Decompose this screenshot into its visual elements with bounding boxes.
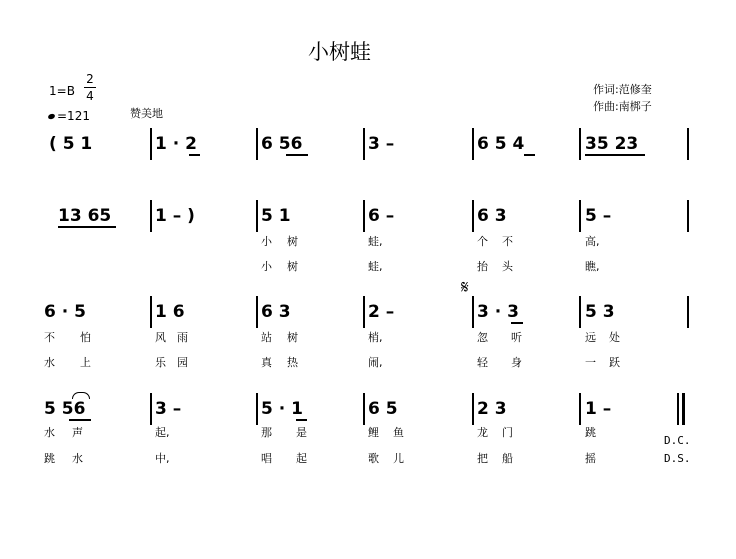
measure-3-1: 6 · 5 bbox=[44, 302, 86, 322]
dal-segno-marking: D.S. bbox=[664, 452, 691, 465]
lyric: 怕 bbox=[80, 331, 91, 344]
barline bbox=[363, 200, 365, 232]
lyric: 那 bbox=[261, 426, 272, 439]
lyric: 远 bbox=[585, 331, 596, 344]
measure-4-5: 2 3 bbox=[477, 399, 507, 419]
da-capo-marking: D.C. bbox=[664, 434, 691, 447]
measure-3-4: 2 – bbox=[368, 302, 395, 322]
lyric: 船 bbox=[502, 452, 513, 465]
measure-2-6: 5 – bbox=[585, 206, 612, 226]
barline bbox=[472, 296, 474, 328]
measure-3-2: 1 6 bbox=[155, 302, 185, 322]
measure-4-6: 1 – bbox=[585, 399, 612, 419]
lyric: 风 bbox=[155, 331, 166, 344]
lyric: 乐 bbox=[155, 356, 166, 369]
underline bbox=[511, 322, 523, 324]
lyric: 梢, bbox=[368, 331, 383, 344]
lyric: 把 bbox=[477, 452, 488, 465]
underline bbox=[69, 419, 91, 421]
lyric: 摇 bbox=[585, 452, 596, 465]
measure-4-3: 5 · 1 bbox=[261, 399, 303, 419]
lyric: 门 bbox=[502, 426, 513, 439]
lyric: 树 bbox=[287, 235, 298, 248]
lyric: 高, bbox=[585, 235, 600, 248]
measure-1-5: 6 5 4 bbox=[477, 134, 525, 154]
barline bbox=[579, 393, 581, 425]
lyric: 龙 bbox=[477, 426, 488, 439]
lyric: 小 bbox=[261, 260, 272, 273]
barline bbox=[150, 128, 152, 160]
lyric: 树 bbox=[287, 331, 298, 344]
lyricist-credit: 作词:范修奎 bbox=[593, 83, 652, 96]
time-signature-line bbox=[84, 87, 96, 88]
lyric: 身 bbox=[511, 356, 522, 369]
time-signature-bottom: 4 bbox=[86, 89, 94, 103]
measure-4-2: 3 – bbox=[155, 399, 182, 419]
lyric: 一 bbox=[585, 356, 596, 369]
lyric: 蛙, bbox=[368, 260, 383, 273]
barline bbox=[687, 128, 689, 160]
segno-icon: 𝄋 bbox=[461, 277, 469, 298]
measure-1-3: 6 56 bbox=[261, 134, 303, 154]
key-signature: 1=B bbox=[49, 84, 75, 98]
barline bbox=[256, 128, 258, 160]
lyric: 瞧, bbox=[585, 260, 600, 273]
measure-2-4: 6 – bbox=[368, 206, 395, 226]
measure-1-1: ( 5 1 bbox=[49, 134, 93, 154]
underline bbox=[189, 154, 200, 156]
underline bbox=[296, 419, 307, 421]
underline bbox=[524, 154, 535, 156]
lyric: 鲤 bbox=[368, 426, 379, 439]
barline bbox=[256, 200, 258, 232]
measure-3-3: 6 3 bbox=[261, 302, 291, 322]
expression-marking: 赞美地 bbox=[130, 107, 163, 120]
barline bbox=[150, 296, 152, 328]
barline bbox=[363, 393, 365, 425]
lyric: 水 bbox=[44, 426, 55, 439]
lyric: 个 bbox=[477, 235, 488, 248]
barline bbox=[687, 296, 689, 328]
lyric: 园 bbox=[177, 356, 188, 369]
lyric: 处 bbox=[609, 331, 620, 344]
lyric: 声 bbox=[72, 426, 83, 439]
measure-3-6: 5 3 bbox=[585, 302, 615, 322]
final-barline-thick bbox=[682, 393, 685, 425]
measure-3-5: 3 · 3 bbox=[477, 302, 519, 322]
barline bbox=[472, 128, 474, 160]
lyric: 起 bbox=[296, 452, 307, 465]
lyric: 蛙, bbox=[368, 235, 383, 248]
tempo-marking: =121 bbox=[57, 109, 90, 123]
lyric: 跳 bbox=[585, 426, 596, 439]
lyric: 唱 bbox=[261, 452, 272, 465]
underline bbox=[585, 154, 645, 156]
lyric: 跃 bbox=[609, 356, 620, 369]
lyric: 雨 bbox=[177, 331, 188, 344]
lyric: 热 bbox=[287, 356, 298, 369]
quarter-note-icon bbox=[47, 113, 55, 120]
lyric: 忽 bbox=[477, 331, 488, 344]
underline bbox=[286, 154, 308, 156]
slur bbox=[72, 392, 90, 399]
underline bbox=[58, 226, 116, 228]
measure-2-5: 6 3 bbox=[477, 206, 507, 226]
song-title: 小树蛙 bbox=[308, 40, 371, 64]
measure-2-2: 1 – ) bbox=[155, 206, 195, 226]
lyric: 轻 bbox=[477, 356, 488, 369]
time-signature-top: 2 bbox=[86, 72, 94, 86]
barline bbox=[150, 200, 152, 232]
lyric: 抬 bbox=[477, 260, 488, 273]
composer-credit: 作曲:南梆子 bbox=[593, 100, 652, 113]
barline bbox=[687, 200, 689, 232]
measure-2-3: 5 1 bbox=[261, 206, 291, 226]
lyric: 起, bbox=[155, 426, 170, 439]
barline bbox=[256, 393, 258, 425]
lyric: 不 bbox=[44, 331, 55, 344]
lyric: 是 bbox=[296, 426, 307, 439]
barline bbox=[472, 200, 474, 232]
measure-1-2: 1 · 2 bbox=[155, 134, 197, 154]
lyric: 闹, bbox=[368, 356, 383, 369]
barline bbox=[579, 128, 581, 160]
measure-1-4: 3 – bbox=[368, 134, 395, 154]
barline bbox=[256, 296, 258, 328]
barline bbox=[579, 200, 581, 232]
lyric: 中, bbox=[155, 452, 170, 465]
lyric: 听 bbox=[511, 331, 522, 344]
barline bbox=[472, 393, 474, 425]
lyric: 真 bbox=[261, 356, 272, 369]
lyric: 头 bbox=[502, 260, 513, 273]
barline bbox=[363, 128, 365, 160]
lyric: 树 bbox=[287, 260, 298, 273]
lyric: 上 bbox=[80, 356, 91, 369]
final-barline-thin bbox=[677, 393, 679, 425]
barline bbox=[363, 296, 365, 328]
barline bbox=[150, 393, 152, 425]
barline bbox=[579, 296, 581, 328]
lyric: 鱼 bbox=[393, 426, 404, 439]
lyric: 歌 bbox=[368, 452, 379, 465]
lyric: 儿 bbox=[393, 452, 404, 465]
measure-4-1: 5 56 bbox=[44, 399, 86, 419]
measure-2-1: 13 65 bbox=[58, 206, 112, 226]
lyric: 水 bbox=[44, 356, 55, 369]
lyric: 水 bbox=[72, 452, 83, 465]
measure-4-4: 6 5 bbox=[368, 399, 398, 419]
lyric: 小 bbox=[261, 235, 272, 248]
measure-1-6: 35 23 bbox=[585, 134, 639, 154]
lyric: 不 bbox=[502, 235, 513, 248]
lyric: 站 bbox=[261, 331, 272, 344]
lyric: 跳 bbox=[44, 452, 55, 465]
